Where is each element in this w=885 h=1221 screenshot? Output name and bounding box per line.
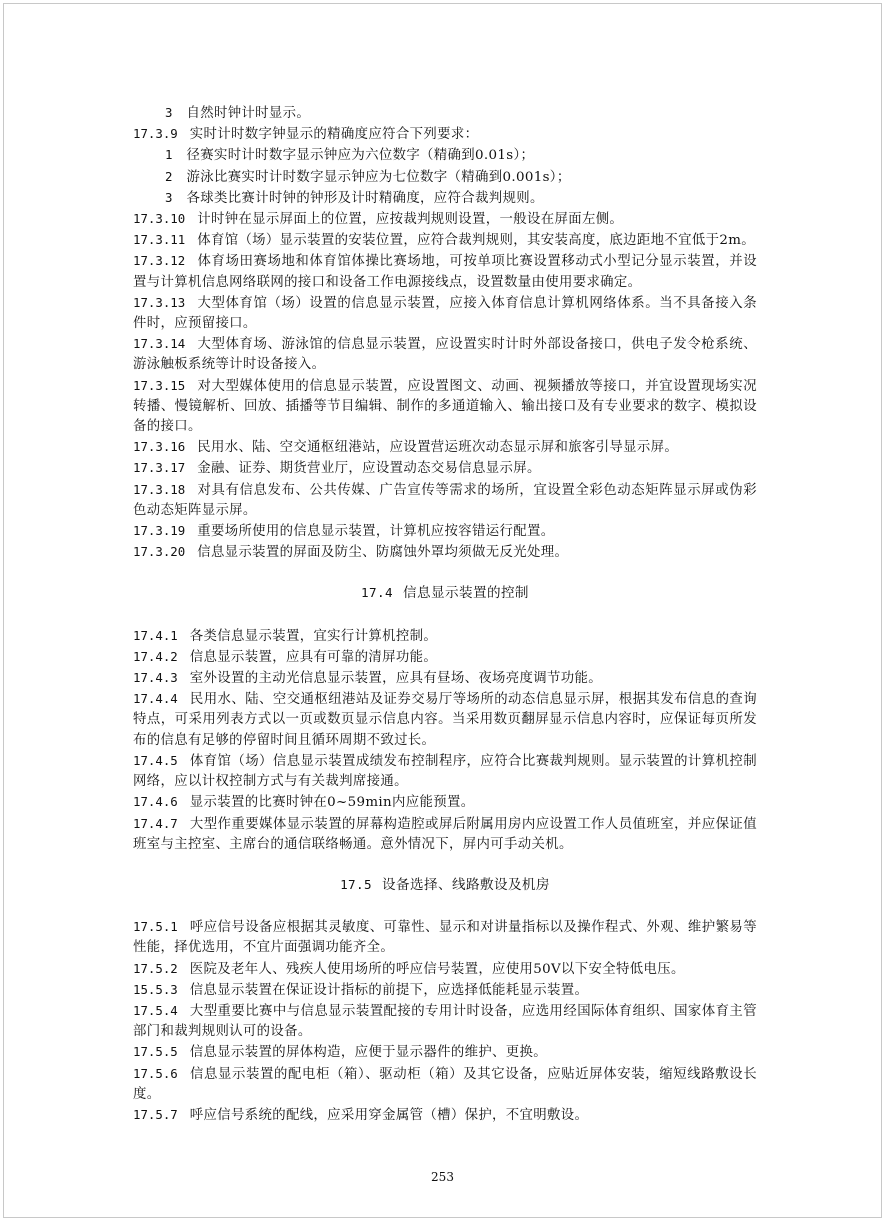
clause-number: 17.3.11	[133, 232, 186, 248]
item-number: 2	[165, 168, 173, 184]
clause-number: 17.4.4	[133, 691, 178, 707]
list-item	[133, 145, 757, 166]
clause-text: 金融、证券、期货营业厅，应设置动态交易信息显示屏。	[197, 461, 541, 477]
clause-paragraph	[133, 293, 757, 334]
item-text: 各球类比赛计时钟的钟形及计时精确度，应符合裁判规则。	[186, 190, 544, 206]
clause-number: 17.3.19	[133, 523, 186, 539]
clause-text: 体育馆（场）信息显示装置成绩发布控制程序，应符合比赛裁判规则。显示装置的计算机控制网络，应以计权控制方式与有关裁判席接通。	[133, 753, 757, 790]
clause-paragraph	[133, 1001, 757, 1042]
clause-text: 实时计时数字钟显示的精确度应符合下列要求：	[189, 127, 479, 143]
clause-text: 大型体育场、游泳馆的信息显示装置，应设置实时计时外部设备接口，供电子发令枪系统、游泳触板系统等计时设备接入。	[133, 337, 757, 373]
clause-number: 17.4.3	[133, 670, 178, 686]
clause-paragraph	[133, 959, 757, 980]
clause-paragraph	[133, 437, 757, 458]
clause-paragraph	[133, 1064, 757, 1105]
clause-paragraph	[133, 124, 757, 145]
list-item	[133, 167, 757, 188]
clause-text: 重要场所使用的信息显示装置，计算机应按容错运行配置。	[197, 524, 555, 540]
clause-number: 17.5.5	[133, 1044, 178, 1060]
clause-paragraph	[133, 751, 757, 792]
clause-text: 信息显示装置在保证设计指标的前提下，应选择低能耗显示装置。	[189, 982, 589, 998]
clause-paragraph	[133, 792, 757, 813]
clause-paragraph	[133, 251, 757, 292]
clause-number: 17.5.4	[133, 1002, 178, 1018]
section-title: 设备选择、线路敷设及机房	[382, 876, 550, 893]
item-number: 3	[165, 105, 173, 120]
clause-number: 17.3.12	[133, 253, 186, 269]
page-number: 253	[431, 1170, 454, 1184]
clause-paragraph	[133, 542, 757, 563]
clause-number: 17.3.13	[133, 294, 186, 310]
item-text: 游泳比赛实时计时数字显示钟应为七位数字（精确到0.001s）；	[186, 169, 571, 185]
clause-paragraph	[133, 230, 757, 251]
clause-paragraph	[133, 521, 757, 542]
clause-number: 17.5.2	[133, 960, 178, 976]
section-title: 信息显示装置的控制	[402, 585, 529, 602]
clause-paragraph	[133, 668, 757, 689]
clause-text: 信息显示装置的屏面及防尘、防腐蚀外罩均须做无反光处理。	[197, 545, 569, 561]
clause-paragraph	[133, 1105, 757, 1126]
clause-number: 15.5.3	[133, 981, 178, 997]
clause-text: 计时钟在显示屏面上的位置，应按裁判规则设置，一般设在屏面左侧。	[197, 212, 624, 228]
clause-number: 17.5.7	[133, 1106, 178, 1122]
clause-number: 17.4.7	[133, 815, 178, 831]
list-item	[133, 188, 757, 209]
clause-paragraph	[133, 334, 757, 375]
clause-text: 信息显示装置，应具有可靠的清屏功能。	[189, 649, 438, 665]
clause-number: 17.3.14	[133, 336, 186, 352]
clause-number: 17.4.2	[133, 648, 178, 664]
clause-paragraph	[133, 458, 757, 479]
clause-text: 各类信息显示装置，宜实行计算机控制。	[189, 628, 438, 644]
clause-text: 大型作重要媒体显示装置的屏幕构造腔或屏后附属用房内应设置工作人员值班室，并应保证值班室与主控室、主席台的通信联络畅通。意外情况下，屏内可手动关机。	[133, 816, 757, 852]
section-heading	[133, 875, 757, 895]
clause-text: 室外设置的主动光信息显示装置，应具有昼场、夜场亮度调节功能。	[189, 671, 602, 687]
clause-number: 17.3.20	[133, 544, 186, 560]
clause-paragraph	[133, 917, 757, 958]
clause-paragraph	[133, 480, 757, 521]
clause-number: 17.3.9	[133, 126, 178, 142]
clause-text: 信息显示装置的配电柜（箱）、驱动柜（箱）及其它设备，应贴近屏体安装，缩短线路敷设长度。	[133, 1066, 757, 1102]
item-text: 径赛实时计时数字显示钟应为六位数字（精确到0.01s）；	[186, 148, 535, 164]
clause-paragraph	[133, 209, 757, 230]
clause-paragraph	[133, 647, 757, 668]
clause-number: 17.4.6	[133, 794, 178, 810]
clause-text: 医院及老年人、残疾人使用场所的呼应信号装置，应使用50V以下安全特低电压。	[189, 961, 685, 977]
clause-number: 17.3.17	[133, 460, 186, 476]
clause-number: 17.3.10	[133, 211, 186, 227]
item-number: 3	[165, 189, 173, 205]
clause-text: 显示装置的比赛时钟在0~59min内应能预置。	[189, 795, 475, 811]
clause-text: 对大型媒体使用的信息显示装置，应设置图文、动画、视频播放等接口，并宜设置现场实况转播、慢镜解析、回放、插播等节目编辑、制作的多通道输入、输出接口及有专业要求的数字、模拟设备的接口。	[133, 378, 757, 435]
clause-text: 民用水、陆、空交通枢纽港站，应设置营运班次动态显示屏和旅客引导显示屏。	[197, 440, 679, 456]
clause-number: 17.5.1	[133, 919, 178, 935]
clause-text: 体育馆（场）显示装置的安装位置，应符合裁判规则，其安装高度，底边距地不宜低于2m。	[197, 233, 756, 249]
clause-paragraph	[133, 814, 757, 855]
clause-text: 体育场田赛场地和体育馆体操比赛场地，可按单项比赛设置移动式小型记分显示装置，并设置与计算机信息网络联网的接口和设备工作电源接线点，设置数量由使用要求确定。	[133, 254, 757, 290]
clause-number: 17.4.5	[133, 752, 178, 768]
clause-number: 17.3.18	[133, 481, 186, 497]
clause-text: 对具有信息发布、公共传媒、广告宣传等需求的场所，宜设置全彩色动态矩阵显示屏或伪彩色动态矩阵显示屏。	[133, 482, 757, 518]
clause-paragraph	[133, 1042, 757, 1063]
clause-paragraph	[133, 626, 757, 647]
clause-paragraph	[133, 689, 757, 751]
item-number: 1	[165, 147, 173, 163]
section-number: 17.5	[340, 876, 372, 892]
clause-text: 民用水、陆、空交通枢纽港站及证券交易厅等场所的动态信息显示屏，根据其发布信息的查询特点，可采用列表方式以一页或数页显示信息内容。当采用数页翻屏显示信息内容时，应保证每页所发布的信息有足够的停留时间且循环周期不致过长。	[133, 692, 757, 748]
item-text: 自然时钟计时显示。	[186, 106, 311, 121]
clause-text: 呼应信号设备应根据其灵敏度、可靠性、显示和对讲量指标以及操作程式、外观、维护繁易等性能，择优选用，不宜片面强调功能齐全。	[133, 920, 757, 956]
clause-text: 呼应信号系统的配线，应采用穿金属管（槽）保护，不宜明敷设。	[189, 1107, 589, 1123]
list-item	[133, 103, 757, 124]
clause-number: 17.3.16	[133, 439, 186, 455]
clause-number: 17.5.6	[133, 1065, 178, 1081]
section-number: 17.4	[361, 585, 393, 601]
clause-text: 信息显示装置的屏体构造，应便于显示器件的维护、更换。	[189, 1045, 548, 1061]
clause-number: 17.3.15	[133, 377, 186, 393]
section-heading	[133, 583, 757, 603]
clause-number: 17.4.1	[133, 627, 178, 643]
clause-text: 大型重要比赛中与信息显示装置配接的专用计时设备，应选用经国际体育组织、国家体育主管部门和裁判规则认可的设备。	[133, 1003, 757, 1040]
clause-text: 大型体育馆（场）设置的信息显示装置，应接入体育信息计算机网络体系。当不具备接入条件时，应预留接口。	[133, 295, 757, 332]
clause-paragraph	[133, 980, 757, 1001]
clause-paragraph	[133, 376, 757, 438]
document-body	[133, 103, 757, 1126]
